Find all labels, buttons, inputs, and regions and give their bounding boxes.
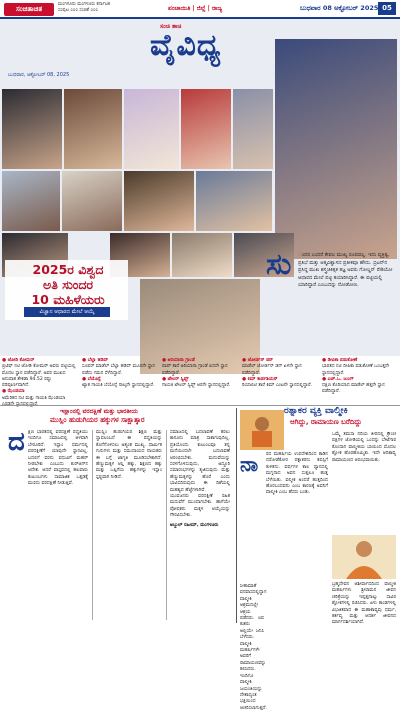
photo-5 (233, 89, 273, 169)
paragraph: ಮುಸ್ಲಿಂ ಹುಡುಗಿಯರ ಶಿಕ್ಷಣ ಮತ್ತು ಸ್ವಾವಲಂಬನೆ ಈ ಪದ್ಧತಿಯನ್ನು ಕೊನೆಗೊಳಿಸಲು ಅತ್ಯಂತ ಮುಖ್ಯ. ಧಾರ್ಮಿಕ ಗುರುಗಳು ಮತ್ತು ಸಮುದಾಯದ ನಾಯಕರು ಈ ಬಗ್ಗೆ ಜಾಗೃತಿ ಮೂಡಿಸಬೇಕಾಗಿದೆ. ಹೆಣ್ಣುಮಕ್ಕಳ ಆಸ್ತಿ ಹಕ್ಕು, ಶಿಕ್ಷಣದ ಹಕ್ಕು ಮತ್ತು ಒಪ್ಪಿಗೆಯ ಹಕ್ಕುಗಳನ್ನು ಇಸ್ಲಾಂ ಸ್ಪಷ್ಟವಾಗಿ ನೀಡಿದೆ. (96, 430, 162, 480)
header-meta (58, 2, 148, 14)
list-item-title: ● ಕಿಮ್ ಕಾರ್ಡಶಿಯನ್ (242, 376, 278, 382)
photo-13 (172, 233, 232, 277)
list-item-title: ● ಬೆಲ್ಲಾ ಹಡಿದ್ (82, 358, 109, 363)
sage-illustration (332, 535, 396, 579)
list-item-text: ಭಾರತದ ನಟಿ ದೀಪಿಕಾ ಪಡುಕೋಣೆ ಒಂಬತ್ತನೇ ಸ್ಥಾನದಲ್ಲಿದ್ದಾರೆ. (322, 364, 390, 376)
list-item-title: ● ಝೆಂಡಯಾ (2, 389, 25, 395)
list-item-text: ಅಮೆರಿಕದ ನಟಿ ಮತ್ತು ಗಾಯಕಿ ಝೆಂಡಯಾ (2, 395, 66, 401)
left-article-title: ಮುಸ್ಲಿಂ ಹುಡುಗಿಯರ ಹಕ್ಕುಗಳ ಸಾಕ್ಷಾತ್ಕಾರ (50, 416, 145, 424)
list-item-title: ● ಅರಿಯಾನಾ ಗ್ರಾಂಡೆ (162, 358, 195, 363)
feature-headline (8, 262, 128, 307)
section-divider (236, 408, 237, 623)
column-divider (92, 430, 93, 620)
paragraph: ಯುವಜನರು ವರದಕ್ಷಿಣೆ ರಹಿತ ಮದುವೆಗೆ ಮುಂದಾಗಬೇಕು. ಹಾಗೆಯೇ ಪೋಷಕರು ಮಕ್ಕಳ ಆಯ್ಕೆಯನ್ನು ಗೌರವಿಸಬೇಕು. (170, 494, 230, 519)
list-item-text: ರಿಯಾಲಿಟಿ ತಾರೆ ಕಿಮ್ ಎಂಟನೇ ಸ್ಥಾನದಲ್ಲಿದ್ದಾರೆ. (242, 383, 313, 389)
list-item-title: ● ಡೀಪಿಕಾ ಪಡುಕೋಣೆ (322, 358, 358, 363)
list-item-title: ● ಟೇಲರ್ ಸ್ವಿಫ್ಟ್ (162, 376, 189, 382)
paragraph: ಕ್ಷಿಣ ಭಾರತದಲ್ಲಿ ವರದಕ್ಷಿಣೆ ಪದ್ಧತಿಯು ಇಂದಿಗೂ ಸಮಾಜದಲ್ಲಿ ಆಳವಾಗಿ ಬೇರೂರಿದೆ. ಇಸ್ಲಾಂ ಧರ್ಮದಲ್ಲಿ ವರದಕ್ಷಿಣೆಗೆ ಯಾವುದೇ ಸ್ಥಾನವಿಲ್ಲ. ಬದಲಿಗೆ ವರನು ವಧುವಿಗೆ ಮಹರ್ ನೀಡಬೇಕು ಎಂಬುದು ಕುರ್‌ಆನ್‌ನ ಆದೇಶ. ಆದರೆ ವಾಸ್ತವದಲ್ಲಿ ಹಲವಾರು ಕುಟುಂಬಗಳು ಸಾಮಾಜಿಕ ಒತ್ತಡಕ್ಕೆ ಮಣಿದು ವರದಕ್ಷಿಣೆ ನೀಡುತ್ತಿವೆ. (28, 430, 88, 487)
right-article-kicker: ಆಗಿದ್ದು, ರಾಮಾಯಣ ಬರೆದಿದ್ದು (290, 418, 362, 426)
headline-line: 10 ಮಹಿಳೆಯರು (31, 292, 105, 307)
feature-masthead: ವೈವಿಧ್ಯ (150, 28, 222, 63)
left-article-dropcap: ದ (8, 427, 25, 457)
paragraph: ರದ ಮಹರ್ಷಿಯ ಉಪದೇಶದಿಂದ ಕಾಡಿನ ದರೋಡೆಕೋರ ರತ್ನಾಕರನು ತಪಸ್ಸಿಗೆ ಕುಳಿತನು. ವರ್ಷಗಳ ಕಾಲ ಧ್ಯಾನದಲ್ಲಿ ಮಗ್ನನಾದ ಅವನ ಸುತ್ತಲೂ ಹುತ್ತ ಬೆಳೆಯಿತು. ವಲ್ಮೀಕ ಅಂದರೆ ಹುತ್ತದಿಂದ ಹೊರಬಂದವನು ಎಂಬ ಕಾರಣಕ್ಕೆ ಅವನಿಗೆ ವಾಲ್ಮೀಕಿ ಎಂಬ ಹೆಸರು ಬಂತು. (266, 452, 328, 496)
byline: ಅಬ್ದುಲ್ ರಹೀಮ್, ಮಂಗಳೂರು (170, 522, 219, 528)
headline-line: 2025ರ ವಿಶ್ವದ (32, 262, 104, 277)
left-article-col-2 (96, 430, 162, 620)
paragraph: ಒಮ್ಮೆ ತಮಸಾ ನದಿಯ ತೀರದಲ್ಲಿ ಕ್ರೌಂಚ ಪಕ್ಷಿಗಳ ಜೋಡಿಯಲ್ಲಿ ಒಂದನ್ನು ಬೇಟೆಗಾರ ಕೊಂದಾಗ ವಾಲ್ಮೀಕಿಯ ಬಾಯಿಂದ ಮೊದಲ ಶ್ಲೋಕ ಹೊರಹೊಮ್ಮಿತು. ಇದೇ ಆದಿಕಾವ್ಯ ರಾಮಾಯಣದ ಆರಂಭವಾಯಿತು. (332, 432, 396, 463)
header-meta-line: ಮಂಗಳೂರು ಮಂಗಳೂರು ಕರ್ನಾಟಕ (58, 2, 110, 7)
feature-sub-brand: ಸಂಚಿ ತಾಚಿ (160, 23, 182, 30)
paragraph: ಸೀತಾಮಾತೆ ವನವಾಸದಲ್ಲಿದ್ದಾಗ ವಾಲ್ಮೀಕಿ ಆಶ್ರಮದಲ್ಲೇ ಆಶ್ರಯ ಪಡೆದರು. ಲವ ಕುಶರು ಅಲ್ಲಿಯೇ ಜನಿಸಿ ಬೆಳೆದರು. ವಾಲ್ಮೀಕಿ ಮಹರ್ಷಿಗಳೇ ಅವರಿಗೆ ರಾಮಾಯಣವನ್ನು ಕಲಿಸಿದರು. ಇಂದಿಗೂ ವಾಲ್ಮೀಕಿ ಜಯಂತಿಯನ್ನು ದೇಶಾದ್ಯಂತ ಭಕ್ತಿಯಿಂದ ಆಚರಿಸಲಾಗುತ್ತದೆ. (240, 584, 268, 711)
list-column (322, 358, 398, 403)
photo-7 (2, 171, 60, 231)
list-item-title: ● ಜೋಡಿ ಕೋಮರ್ (2, 358, 35, 363)
newspaper-logo: ಸಂಚಿತಾಚಿತ (4, 3, 54, 16)
right-article-dropcap: ನಾ (240, 452, 259, 476)
list-item-text: ಖ್ಯಾತ ಗಾಯಕಿ ಬೆಯೊನ್ಸೆ ನಾಲ್ಕನೇ ಸ್ಥಾನದಲ್ಲಿದ್ದಾರೆ. (82, 383, 155, 389)
right-article-col-3 (332, 582, 396, 624)
photo-1 (2, 89, 62, 169)
intro-text: ಂದರ ಎಂದರೆ ಕೇವಲ ಮುಖ್ಯ ರೂಪವಲ್ಲ. ಇದು ವ್ಯಕ್ತಿತ್ವ, ಪ್ರತಿಭೆ ಮತ್ತು ಆತ್ಮವಿಶ್ವಾಸದ ಪ್ರತೀಕವೂ ಹೌದು. ಬ್ರಿಟನ್‌ನ ಪ್ರಸಿದ್ಧ ಮುಖ ಶಸ್ತ್ರಚಿಕಿತ್ಸಕ ತಜ್ಞ ಅವರು ಗೋಲ್ಡನ್ ರೇಶಿಯೋ ಆಧಾರದ ಮೇಲೆ ಪಟ್ಟಿ ತಯಾರಿಸಿದ್ದಾರೆ. ಈ ಪಟ್ಟಿಯಲ್ಲಿ ಯಾರಿದ್ದಾರೆ ಎಂಬುದನ್ನು ನೋಡೋಣ. (298, 252, 393, 288)
photo-9 (124, 171, 194, 231)
list-column (2, 358, 78, 403)
headline-strip: ವಿಜ್ಞಾನ ಆಧಾರದ ಮೇಲೆ ಆಯ್ಕೆ (24, 307, 110, 317)
headline-line: ಅತಿ ಸುಂದರ (42, 277, 94, 292)
list-item-text: ದಕ್ಷಿಣ ಕೊರಿಯಾದ ಮಾಡೆಲ್ ಹತ್ತನೇ ಸ್ಥಾನ ಪಡೆದಿದ್ದಾರೆ. (322, 383, 385, 395)
page-number: 05 (378, 2, 396, 15)
list-column (82, 358, 158, 403)
paragraph: ಸಮಾಜದಲ್ಲಿ ಬದಲಾವಣೆ ತರಲು ಕಾನೂನು ಮಾತ್ರ ಸಾಕಾಗುವುದಿಲ್ಲ. ಪ್ರತಿಯೊಂದು ಕುಟುಂಬವೂ ತನ್ನ ಮನೆಯಿಂದಲೇ ಬದಲಾವಣೆ ಆರಂಭಿಸಬೇಕು. ಮದುವೆಯನ್ನು ಸರಳಗೊಳಿಸುವುದು, ಅದ್ದೂರಿ ಸಮಾರಂಭಗಳನ್ನು ತ್ಯಜಿಸುವುದು ಮತ್ತು ಹೆಣ್ಣುಮಕ್ಕಳನ್ನು ಹೊರೆ ಎಂದು ಭಾವಿಸದಿರುವುದು ಈ ದಿಶೆಯಲ್ಲಿ ಮಹತ್ವದ ಹೆಜ್ಜೆಗಳಾಗಿವೆ. (170, 430, 230, 493)
photo-10 (196, 171, 272, 231)
right-article-col-4 (240, 584, 268, 711)
left-article-col-1 (28, 430, 88, 620)
photo-4 (181, 89, 231, 169)
list-item-title: ● ಎಚ್.ಒ. ಜುಂಗ್ (322, 376, 354, 382)
photo-8 (62, 171, 122, 231)
valmiki-illustration (240, 410, 284, 450)
left-article-kicker: ಇಸ್ಲಾಂನಲ್ಲಿ ವರದಕ್ಷಿಣೆ ಮತ್ತು ಭಾರತೀಯ (60, 408, 138, 415)
photo-2 (64, 89, 122, 169)
photo-3 (124, 89, 179, 169)
photo-6 (275, 39, 397, 259)
paragraph: ಬ್ರಹ್ಮದೇವನ ಆಶೀರ್ವಾದದಿಂದ ವಾಲ್ಮೀಕಿ ಮಹರ್ಷಿಗಳು ಶ್ರೀರಾಮನ ಜೀವನ ಚರಿತ್ರೆಯನ್ನು ಇಪ್ಪತ್ತನಾಲ್ಕು ಸಾವಿರ ಶ್ಲೋಕಗಳಲ್ಲಿ ರಚಿಸಿದರು. ಏಳು ಕಾಂಡಗಳಲ್ಲಿ ವಿಭಜಿತವಾದ ಈ ಮಹಾಕಾವ್ಯವು ಧರ್ಮ, ಕರ್ತವ್ಯ ಮತ್ತು ಆದರ್ಶ ಜೀವನದ ಮಾರ್ಗದರ್ಶಿಯಾಗಿದೆ. (332, 582, 396, 626)
column-divider (166, 430, 167, 620)
feature-dateline: ಬುಧವಾರ, ಅಕ್ಟೋಬರ್ 08, 2025 (8, 72, 70, 78)
list-item-text: ಬ್ರಿಟಿಷ್ ನಟಿ ಜೋಡಿ ಕೋಮರ್ ಅವರು ಪಟ್ಟಿಯಲ್ಲಿ ಮೊದಲ ಸ್ಥಾನ ಪಡೆದಿದ್ದಾರೆ. ಅವರ ಮುಖದ ಅನುಪಾತ ಶೇಕಡಾ 94.52 ರಷ್ಟು ಪರಿಪೂರ್ಣವಾಗಿದೆ. (2, 364, 76, 389)
list-item-text: ಮಾಡೆಲ್ ಜೋರ್ಡನ್ ಡನ್ ಏಳನೇ ಸ್ಥಾನ ಪಡೆದಿದ್ದಾರೆ. (242, 364, 302, 376)
list-column (162, 358, 238, 403)
header-date: ಬುಧವಾರ 08 ಅಕ್ಟೋಬರ್ 2025 (300, 4, 379, 12)
list-item-text: ಸೂಪರ್ ಮಾಡೆಲ್ ಬೆಲ್ಲಾ ಹಡಿದ್ ಮೂರನೇ ಸ್ಥಾನ ಪಡೆದು ಗಮನ ಸೆಳೆದಿದ್ದಾರೆ. (82, 364, 155, 376)
right-article-title: ರತ್ನಾಕರ ವ್ಯಕ್ತಿ ವಾಲ್ಮೀಕಿ (284, 406, 348, 416)
right-article-col-1 (266, 452, 328, 622)
list-item-title: ● ಬೆಯೊನ್ಸೆ (82, 376, 101, 382)
header-sections: ಪಂಚಾಯಿತಿ | ಜಿಲ್ಲೆ | ರಾಜ್ಯ (168, 5, 223, 12)
list-item-text: ಪಾಪ್ ತಾರೆ ಅರಿಯಾನಾ ಗ್ರಾಂಡೆ ಐದನೇ ಸ್ಥಾನ ಪಡೆದಿದ್ದಾರೆ. (162, 364, 228, 376)
list-item-title: ● ಜೋರ್ಡನ್ ಡನ್ (242, 358, 274, 363)
right-article-col-2 (332, 432, 396, 532)
list-column (242, 358, 318, 403)
left-article-col-3 (170, 430, 230, 620)
header-meta-line: ಸಂಪುಟ ೦೦೦ ಸಂಚಿಕೆ ೦೦೦ (58, 8, 99, 13)
list-item-text: ಗಾಯಕಿ ಟೇಲರ್ ಸ್ವಿಫ್ಟ್ ಆರನೇ ಸ್ಥಾನದಲ್ಲಿದ್ದಾರೆ. (162, 383, 231, 389)
intro-dropcap: ಸು (266, 247, 292, 282)
